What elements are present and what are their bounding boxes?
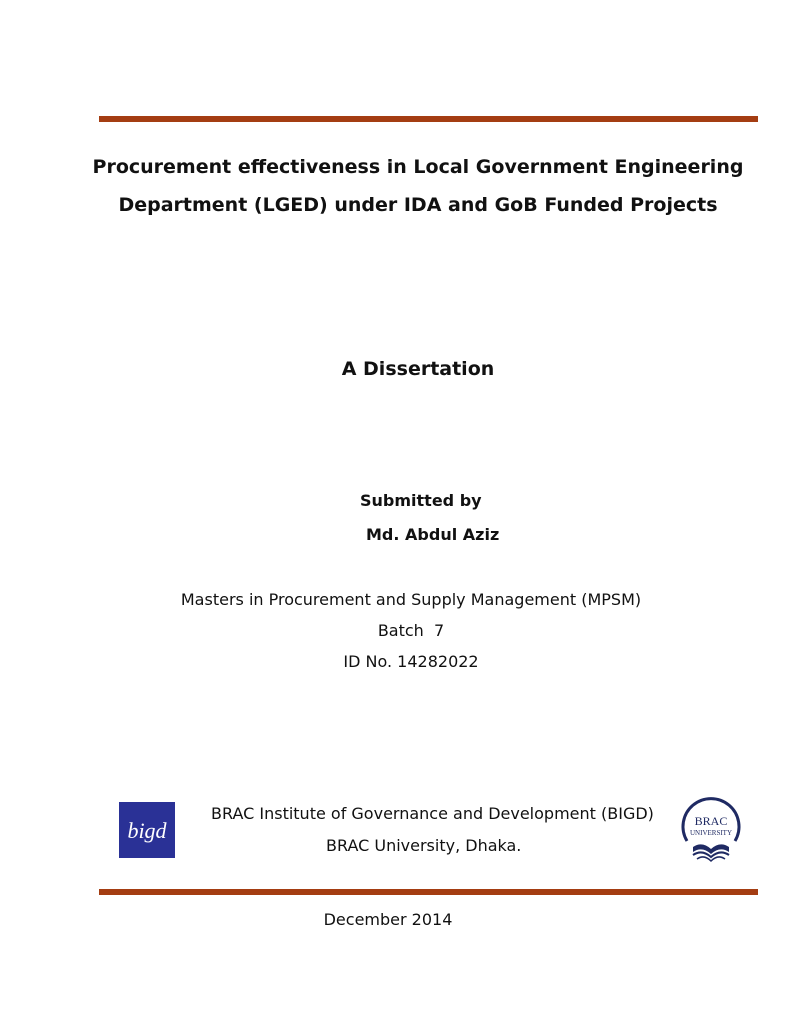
brac-seal-text-top: BRAC bbox=[694, 814, 728, 828]
title-line-1: Procurement effectiveness in Local Government Engineering bbox=[92, 156, 744, 178]
author-name: Md. Abdul Aziz bbox=[366, 525, 500, 544]
document-date: December 2014 bbox=[323, 910, 453, 929]
university-name: BRAC University, Dhaka. bbox=[326, 836, 522, 855]
bottom-rule bbox=[99, 889, 758, 895]
document-subtitle: A Dissertation bbox=[341, 358, 495, 380]
title-line-2: Department (LGED) under IDA and GoB Funded Projects bbox=[118, 194, 718, 216]
document-title bbox=[0, 152, 800, 220]
program-name: Masters in Procurement and Supply Management (MPSM) bbox=[180, 590, 642, 609]
student-id: ID No. 14282022 bbox=[343, 652, 479, 671]
top-rule bbox=[99, 116, 758, 122]
brac-university-seal-icon bbox=[677, 795, 745, 869]
bigd-logo-text: bigd bbox=[127, 818, 167, 843]
submitted-by-label: Submitted by bbox=[360, 491, 482, 510]
batch-number: Batch 7 bbox=[377, 621, 445, 640]
brac-seal-text-bottom: UNIVERSITY bbox=[690, 829, 732, 837]
bigd-logo-icon bbox=[119, 802, 175, 858]
institute-name: BRAC Institute of Governance and Development (BIGD) bbox=[211, 804, 654, 823]
